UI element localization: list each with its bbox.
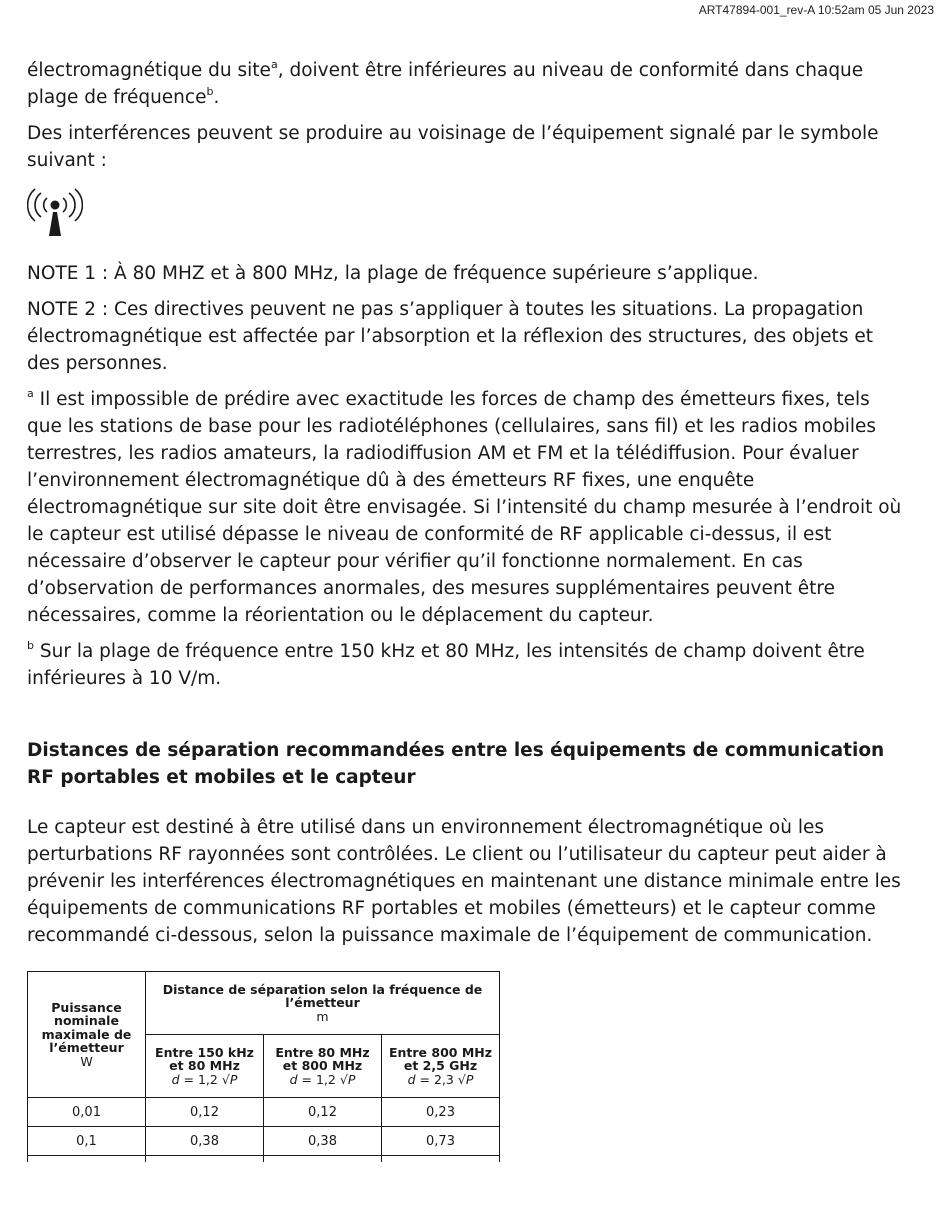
header-power-label: Puissance nominale maximale de l’émetteur <box>41 999 132 1056</box>
header-power <box>28 972 146 1098</box>
table-row-cutoff <box>28 1156 500 1163</box>
header-subcol-formula: d = 1,2 √P <box>289 1071 356 1087</box>
paragraph-text: . <box>213 87 220 108</box>
section-intro: Le capteur est destiné à être utilisé dans un environnement électromagnétique où les perturbations RF rayonnées sont contrôlées. Le client ou l’utilisateur du capteur peut aider à prévenir les interférences électromagnétiques en maintenant une distance minimale entre les équipements de communications RF portables et mobiles (émetteurs) et le capteur comme recommandé ci-dessous, selon la puissance maximale de l’équipement de communication. <box>27 817 901 946</box>
header-subcol-label: Entre 800 MHz et 2,5 GHz <box>388 1044 493 1074</box>
paragraph-conformity <box>27 57 907 111</box>
header-subcol <box>382 1035 500 1098</box>
footnote-b <box>27 638 907 692</box>
header-subcol <box>264 1035 382 1098</box>
section-heading: Distances de séparation recommandées entre les équipements de communication RF portables et mobiles et le capteur <box>27 740 885 788</box>
separation-distance-table <box>27 971 500 1162</box>
header-subcol-formula: d = 2,3 √P <box>407 1071 474 1087</box>
table-cell: 0,12 <box>146 1098 264 1127</box>
header-subcol-formula: d = 1,2 √P <box>171 1071 238 1087</box>
footnote-a <box>27 386 907 629</box>
header-distance-label: Distance de séparation selon la fréquence de l’émetteur <box>162 981 483 1011</box>
footnote-ref-b: b <box>206 84 214 98</box>
table-cell: 0,38 <box>146 1127 264 1156</box>
table-cell: 0,73 <box>382 1127 500 1156</box>
document-body <box>27 57 907 1162</box>
table-cell: 0,1 <box>28 1127 146 1156</box>
paragraph-text: électromagnétique du site <box>27 60 271 81</box>
table-cell: 0,38 <box>264 1127 382 1156</box>
header-power-unit: W <box>80 1053 93 1069</box>
non-ionizing-radiation-icon <box>27 188 907 242</box>
footnote-ref-a: a <box>270 57 278 71</box>
table-cell: 0,23 <box>382 1098 500 1127</box>
header-subcol-label: Entre 80 MHz et 800 MHz <box>275 1044 370 1074</box>
footnote-mark-a: a <box>27 386 34 400</box>
footnote-mark-b: b <box>27 638 34 652</box>
note-2: NOTE 2 : Ces directives peuvent ne pas s’appliquer à toutes les situations. La propagation électromagnétique est affectée par l’absorption et la réflexion des structures, des objets et des personnes. <box>27 299 873 374</box>
header-distance-group <box>146 972 500 1035</box>
header-subcol <box>146 1035 264 1098</box>
paragraph-text: , doivent être inférieures au niveau de conformité dans chaque plage de fréquence <box>27 60 864 108</box>
table-row <box>28 1098 500 1127</box>
header-subcol-label: Entre 150 kHz et 80 MHz <box>155 1044 254 1074</box>
header-distance-unit: m <box>316 1008 329 1024</box>
footnote-b-text: Sur la plage de fréquence entre 150 kHz et 80 MHz, les intensités de champ doivent être inférieures à 10 V/m. <box>27 641 865 689</box>
table-cell: 0,12 <box>264 1098 382 1127</box>
note-1: NOTE 1 : À 80 MHZ et à 800 MHz, la plage de fréquence supérieure s’applique. <box>27 263 759 284</box>
table-row <box>28 1127 500 1156</box>
table-cell: 0,01 <box>28 1098 146 1127</box>
paragraph-interference: Des interférences peuvent se produire au voisinage de l’équipement signalé par le symbole suivant : <box>27 123 879 171</box>
footnote-a-text: Il est impossible de prédire avec exactitude les forces de champ des émetteurs fixes, tels que les stations de base pour les radiotéléphones (cellulaires, sans fil) et les radios mobiles terrestres, les radios amateurs, la radiodiffusion AM et FM et la télédiffusion. Pour évaluer l’environnement électromagnétique dû à des émetteurs RF fixes, une enquête électromagnétique sur site doit être envisagée. Si l’intensité du champ mesurée à l’endroit où le capteur est utilisé dépasse le niveau de conformité de RF applicable ci-dessus, il est nécessaire d’observer le capteur pour vérifier qu’il fonctionne normalement. En cas d’observation de performances anormales, des mesures supplémentaires peuvent être nécessaires, comme la réorientation ou le déplacement du capteur. <box>27 389 902 626</box>
document-stamp: ART47894-001_rev-A 10:52am 05 Jun 2023 <box>698 3 934 17</box>
